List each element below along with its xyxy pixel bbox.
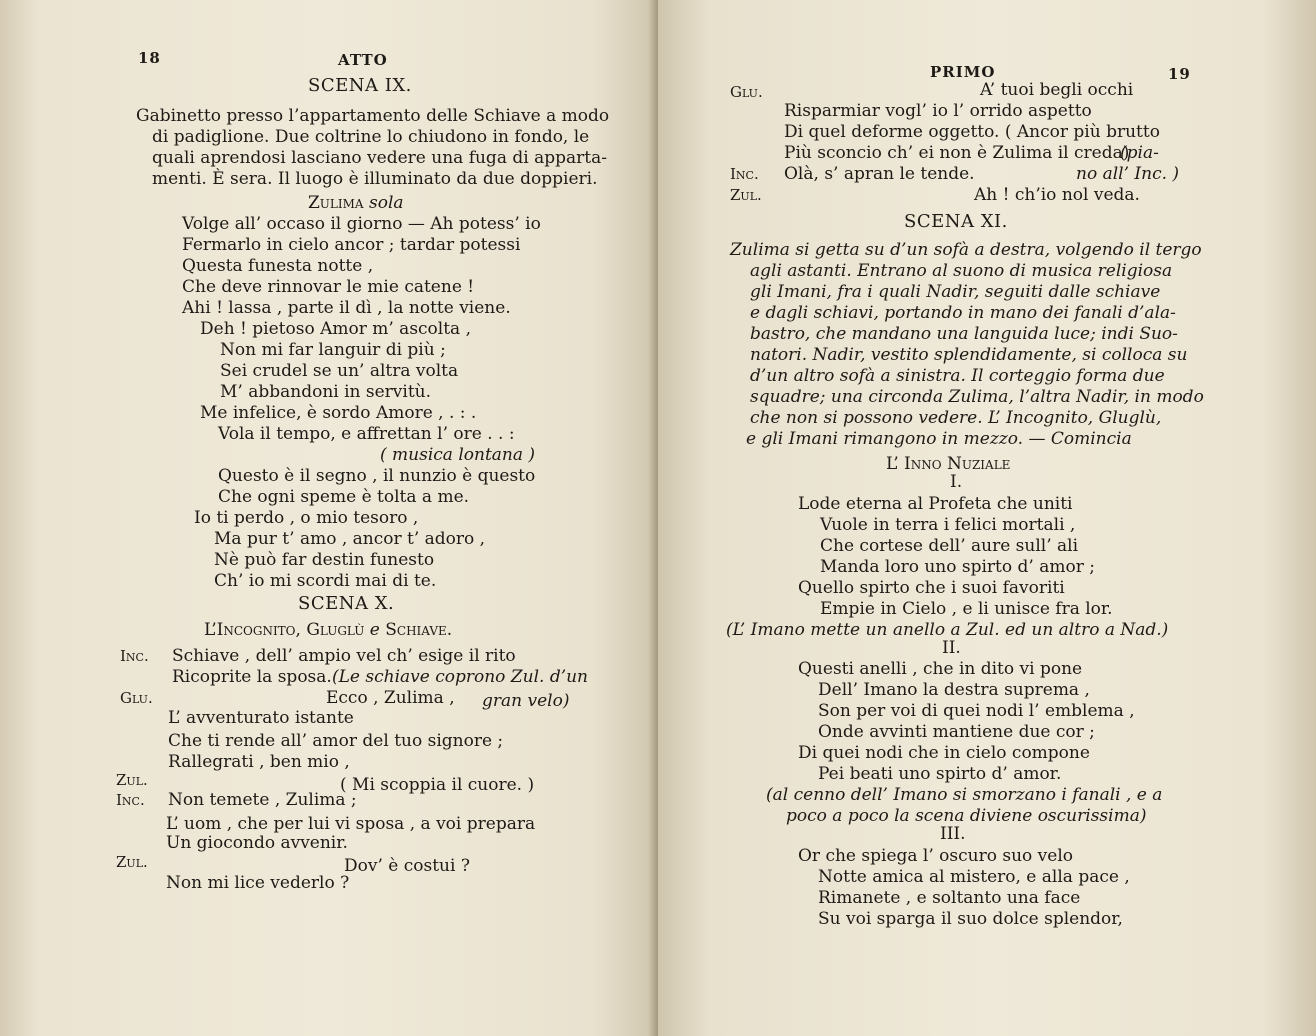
verse-line: Rimanete , e soltanto una face [818,888,1081,908]
stage-direction-line: bastro, che mandano una languida luce; indi Suo- [750,324,1178,344]
character-name: L’Incognito [204,620,296,640]
verse-line: Lode eterna al Profeta che uniti [798,494,1073,514]
stage-direction-line: e dagli schiavi, portando in mano dei fanali d’ala- [750,303,1176,323]
text-line: quali aprendosi lasciano vedere una fuga di apparta- [152,148,607,168]
verse-line: Ch’ io mi scordi mai di te. [214,571,437,591]
verse-line: Che cortese dell’ aure sull’ ali [820,536,1079,556]
speaker-heading [308,193,404,213]
dialogue-line: Olà, s’ apran le tende. [784,164,975,184]
speaker-label: Glu. [120,689,153,707]
verse-line: Deh ! pietoso Amor m’ ascolta , [200,319,472,339]
text-line: Gabinetto presso l’appartamento delle Schiave a modo [136,106,610,126]
stage-direction: sola [369,193,404,213]
stage-direction-line: Zulima si getta su d’un sofà a destra, volgendo il tergo [730,240,1202,260]
dialogue-line: Che ti rende all’ amor del tuo signore ; [168,731,504,751]
dialogue-line: Non mi lice vederlo ? [166,873,350,893]
dialogue-line: Non temete , Zulima ; [168,790,357,810]
dialogue-line: Più sconcio ch’ ei non è Zulima il creda) [784,143,1130,163]
verse-line: Sei crudel se un’ altra volta [220,361,459,381]
verse-line: Manda loro uno spirto d’ amor ; [820,557,1095,577]
stage-direction-line: natori. Nadir, vestito splendidamente, si colloca su [750,345,1188,365]
stage-direction-line: gli Imani, fra i quali Nadir, seguiti dalle schiave [750,282,1161,302]
character-name: Schiave. [385,620,453,640]
stage-direction: poco a poco la scena diviene oscurissima) [786,806,1147,826]
verse-line: Questa funesta notte , [182,256,374,276]
stage-direction: (Le schiave coprono Zul. d’un [332,667,588,687]
stanza-number: I. [950,472,963,492]
verse-line: Nè può far destin funesto [214,550,435,570]
dialogue-line: A’ tuoi begli occhi [980,80,1134,100]
speaker-label: Inc. [120,647,149,665]
verse-line: Son per voi di quei nodi l’ emblema , [818,701,1135,721]
stanza-number: III. [940,824,966,844]
conjunction: e [369,620,380,640]
dialogue-line: L’ uom , che per lui vi sposa , a voi prepara [166,814,536,834]
page-number: 18 [138,49,161,67]
running-head: ATTO [338,51,388,69]
stage-direction: no all’ Inc. ) [1076,164,1180,184]
dialogue-line: Schiave , dell’ ampio vel ch’ esige il rito [172,646,516,666]
text-line: di padiglione. Due coltrine lo chiudono in fondo, le [152,127,590,147]
dialogue-line: Risparmiar vogl’ io l’ orrido aspetto [784,101,1092,121]
verse-line: Non mi far languir di più ; [220,340,446,360]
speaker-label: Inc. [730,165,759,183]
verse-line: Or che spiega l’ oscuro suo velo [798,846,1074,866]
verse-line: Che ogni speme è tolta a me. [218,487,470,507]
speaker-label: Inc. [116,791,145,809]
punctuation: , [295,620,301,640]
stage-direction: ( musica lontana ) [380,445,536,465]
verse-line: Empie in Cielo , e li unisce fra lor. [820,599,1113,619]
verse-line: Quello spirto che i suoi favoriti [798,578,1065,598]
verse-line: Pei beati uno spirto d’ amor. [818,764,1062,784]
dialogue-line: ( Mi scoppia il cuore. ) [340,775,535,795]
verse-line: Me infelice, è sordo Amore , . : . [200,403,477,423]
verse-line: Dell’ Imano la destra suprema , [818,680,1090,700]
dialogue-line: Un giocondo avvenir. [166,833,348,853]
dialogue-line: Ecco , Zulima , [326,688,455,708]
stage-direction: gran velo) [482,691,570,711]
verse-line: Notte amica al mistero, e alla pace , [818,867,1130,887]
verse-line: Che deve rinnovar le mie catene ! [182,277,475,297]
scene-title: SCENA X. [298,593,395,614]
page-number: 19 [1168,65,1191,83]
dialogue-line: Di quel deforme oggetto. ( Ancor più brutto [784,122,1160,142]
dialogue-line: Dov’ è costui ? [344,856,470,876]
stage-direction-line: e gli Imani rimangono in mezzo. — Comincia [746,429,1132,449]
verse-line: Ahi ! lassa , parte il dì , la notte viene. [182,298,511,318]
right-page [658,0,1316,1036]
scene-title: SCENA IX. [308,75,412,96]
character-name: Gluglù [306,620,365,640]
verse-line: Io ti perdo , o mio tesoro , [194,508,419,528]
dialogue-line: Rallegrati , ben mio , [168,752,350,772]
verse-line: Su voi sparga il suo dolce splendor, [818,909,1123,929]
speaker-label: Glu. [730,83,763,101]
speaker-label: Zul. [116,853,148,871]
verse-line: M’ abbandoni in servitù. [220,382,432,402]
speaker-label: Zul. [730,186,762,204]
stage-direction: (al cenno dell’ Imano si smorzano i fanali , e a [766,785,1163,805]
verse-line: Volge all’ occaso il giorno — Ah potess’ io [182,214,541,234]
stage-direction-line: agli astanti. Entrano al suono di musica religiosa [750,261,1173,281]
verse-line: Di quei nodi che in cielo compone [798,743,1090,763]
stanza-number: II. [942,638,961,658]
stage-direction-line: squadre; una circonda Zulima, l’altra Nadir, in modo [750,387,1204,407]
text-line: menti. È sera. Il luogo è illuminato da due doppieri. [152,169,598,189]
scene-title: SCENA XI. [904,211,1008,232]
stage-direction-line: d’un altro sofà a sinistra. Il corteggio forma due [750,366,1165,386]
character-list [204,620,452,640]
dialogue-line: L’ avventurato istante [168,708,354,728]
speaker-label: Zul. [116,771,148,789]
verse-line: Vola il tempo, e affrettan l’ ore . . : [218,424,515,444]
stage-direction: (L’ Imano mette un anello a Zul. ed un altro a Nad.) [726,620,1169,640]
verse-line: Vuole in terra i felici mortali , [820,515,1076,535]
stage-direction-line: che non si possono vedere. L’ Incognito, Gluglù, [750,408,1162,428]
running-head: PRIMO [930,63,996,81]
verse-line: Questi anelli , che in dito vi pone [798,659,1083,679]
verse-line: Questo è il segno , il nunzio è questo [218,466,536,486]
dialogue-line: Ricoprite la sposa. [172,667,332,687]
stage-direction: (pia- [1120,143,1159,163]
hymn-title: L’ Inno Nuziale [886,454,1011,474]
character-name: Zulima [308,193,364,213]
verse-line: Fermarlo in cielo ancor ; tardar potessi [182,235,521,255]
dialogue-line: Ah ! ch’io nol veda. [974,185,1140,205]
verse-line: Ma pur t’ amo , ancor t’ adoro , [214,529,486,549]
verse-line: Onde avvinti mantiene due cor ; [818,722,1095,742]
